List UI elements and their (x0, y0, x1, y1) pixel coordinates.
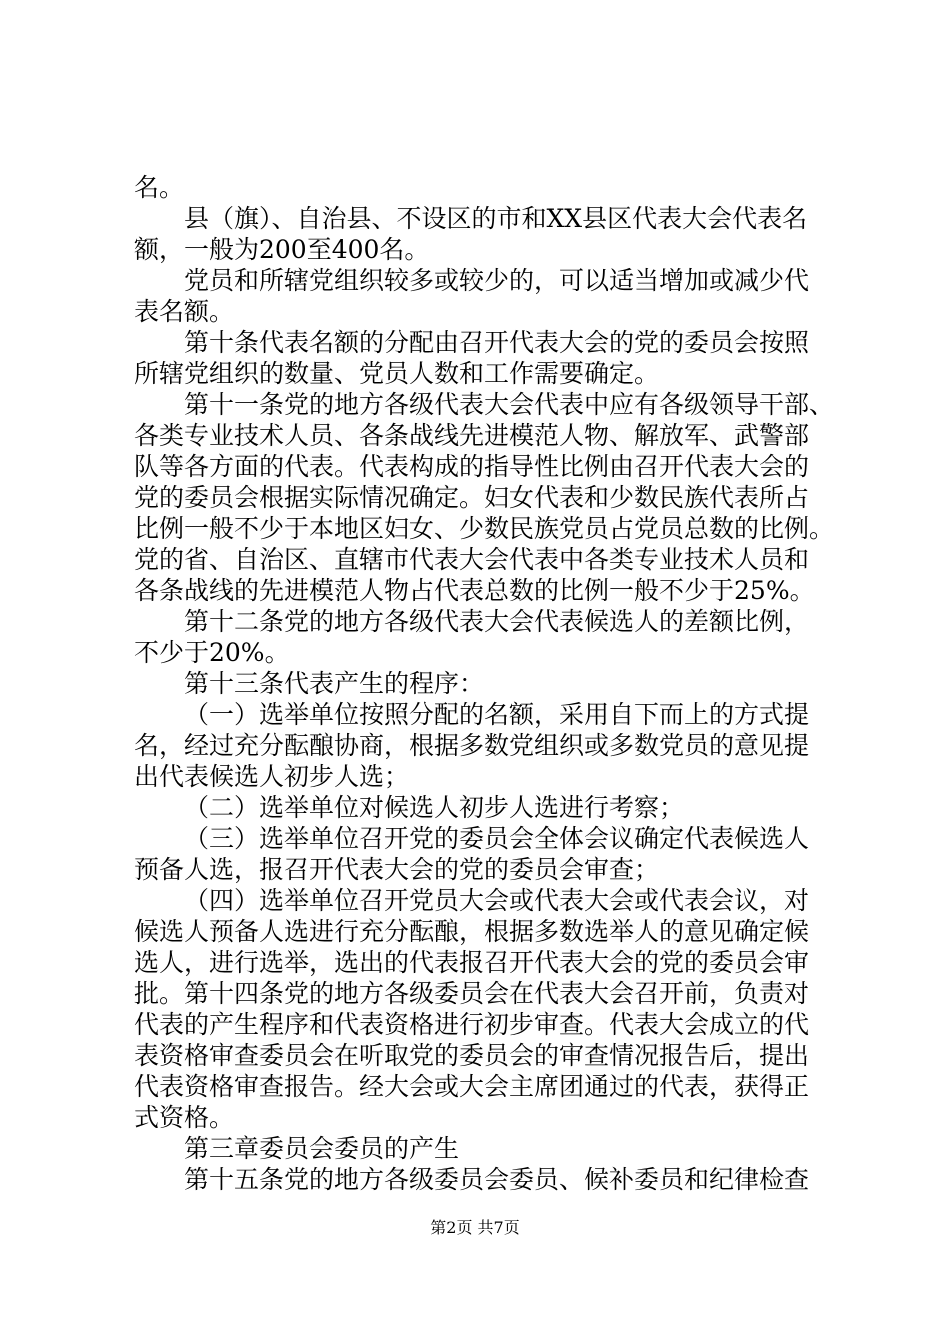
text-line: （四）选举单位召开党员大会或代表大会或代表会议，对 (184, 886, 810, 915)
text-line: 批。第十四条党的地方各级委员会在代表大会召开前，负责对 (134, 979, 810, 1008)
text-line: 选人，进行选举，选出的代表报召开代表大会的党的委员会审 (134, 948, 810, 977)
text-line: 第十条代表名额的分配由召开代表大会的党的委员会按照 (184, 328, 810, 357)
text-line: 代表的产生程序和代表资格进行初步审查。代表大会成立的代 (134, 1010, 810, 1039)
text-line: 党的省、自治区、直辖市代表大会代表中各类专业技术人员和 (134, 545, 810, 574)
text-line: 式资格。 (134, 1103, 235, 1132)
text-line: 第十五条党的地方各级委员会委员、候补委员和纪律检查 (184, 1165, 810, 1194)
text-line: 名，经过充分酝酿协商，根据多数党组织或多数党员的意见提 (134, 731, 810, 760)
text-line: 出代表候选人初步人选； (134, 762, 410, 791)
text-line: 表资格审查委员会在听取党的委员会的审查情况报告后，提出 (134, 1041, 810, 1070)
text-line: 各条战线的先进模范人物占代表总数的比例一般不少于25%。 (134, 576, 815, 605)
text-line: 第十一条党的地方各级代表大会代表中应有各级领导干部、 (184, 390, 835, 419)
text-line: （二）选举单位对候选人初步人选进行考察； (184, 793, 685, 822)
text-line: （一）选举单位按照分配的名额，采用自下而上的方式提 (184, 700, 810, 729)
text-line: 名。 (134, 173, 185, 202)
text-line: （三）选举单位召开党的委员会全体会议确定代表候选人 (184, 824, 810, 853)
text-line: 额，一般为200至400名。 (134, 235, 430, 264)
text-line: 县（旗）、自治县、不设区的市和XX县区代表大会代表名 (184, 204, 808, 233)
document-body (134, 172, 834, 1195)
text-line: 第三章委员会委员的产生 (184, 1134, 460, 1163)
text-line: 各类专业技术人员、各条战线先进模范人物、解放军、武警部 (134, 421, 810, 450)
text-line: 代表资格审查报告。经大会或大会主席团通过的代表，获得正 (134, 1072, 810, 1101)
text-line: 预备人选，报召开代表大会的党的委员会审查； (134, 855, 660, 884)
text-line: 不少于20%。 (134, 638, 290, 667)
page-footer: 第2页 共7页 (430, 1218, 520, 1237)
text-line: 所辖党组织的数量、党员人数和工作需要确定。 (134, 359, 660, 388)
text-line: 第十三条代表产生的程序： (184, 669, 485, 698)
text-line: 比例一般不少于本地区妇女、少数民族党员占党员总数的比例。 (134, 514, 835, 543)
text-line: 第十二条党的地方各级代表大会代表候选人的差额比例， (184, 607, 810, 636)
text-line: 队等各方面的代表。代表构成的指导性比例由召开代表大会的 (134, 452, 810, 481)
text-line: 党的委员会根据实际情况确定。妇女代表和少数民族代表所占 (134, 483, 810, 512)
text-line: 党员和所辖党组织较多或较少的，可以适当增加或减少代 (184, 266, 810, 295)
text-line: 候选人预备人选进行充分酝酿，根据多数选举人的意见确定候 (134, 917, 810, 946)
text-line: 表名额。 (134, 297, 235, 326)
